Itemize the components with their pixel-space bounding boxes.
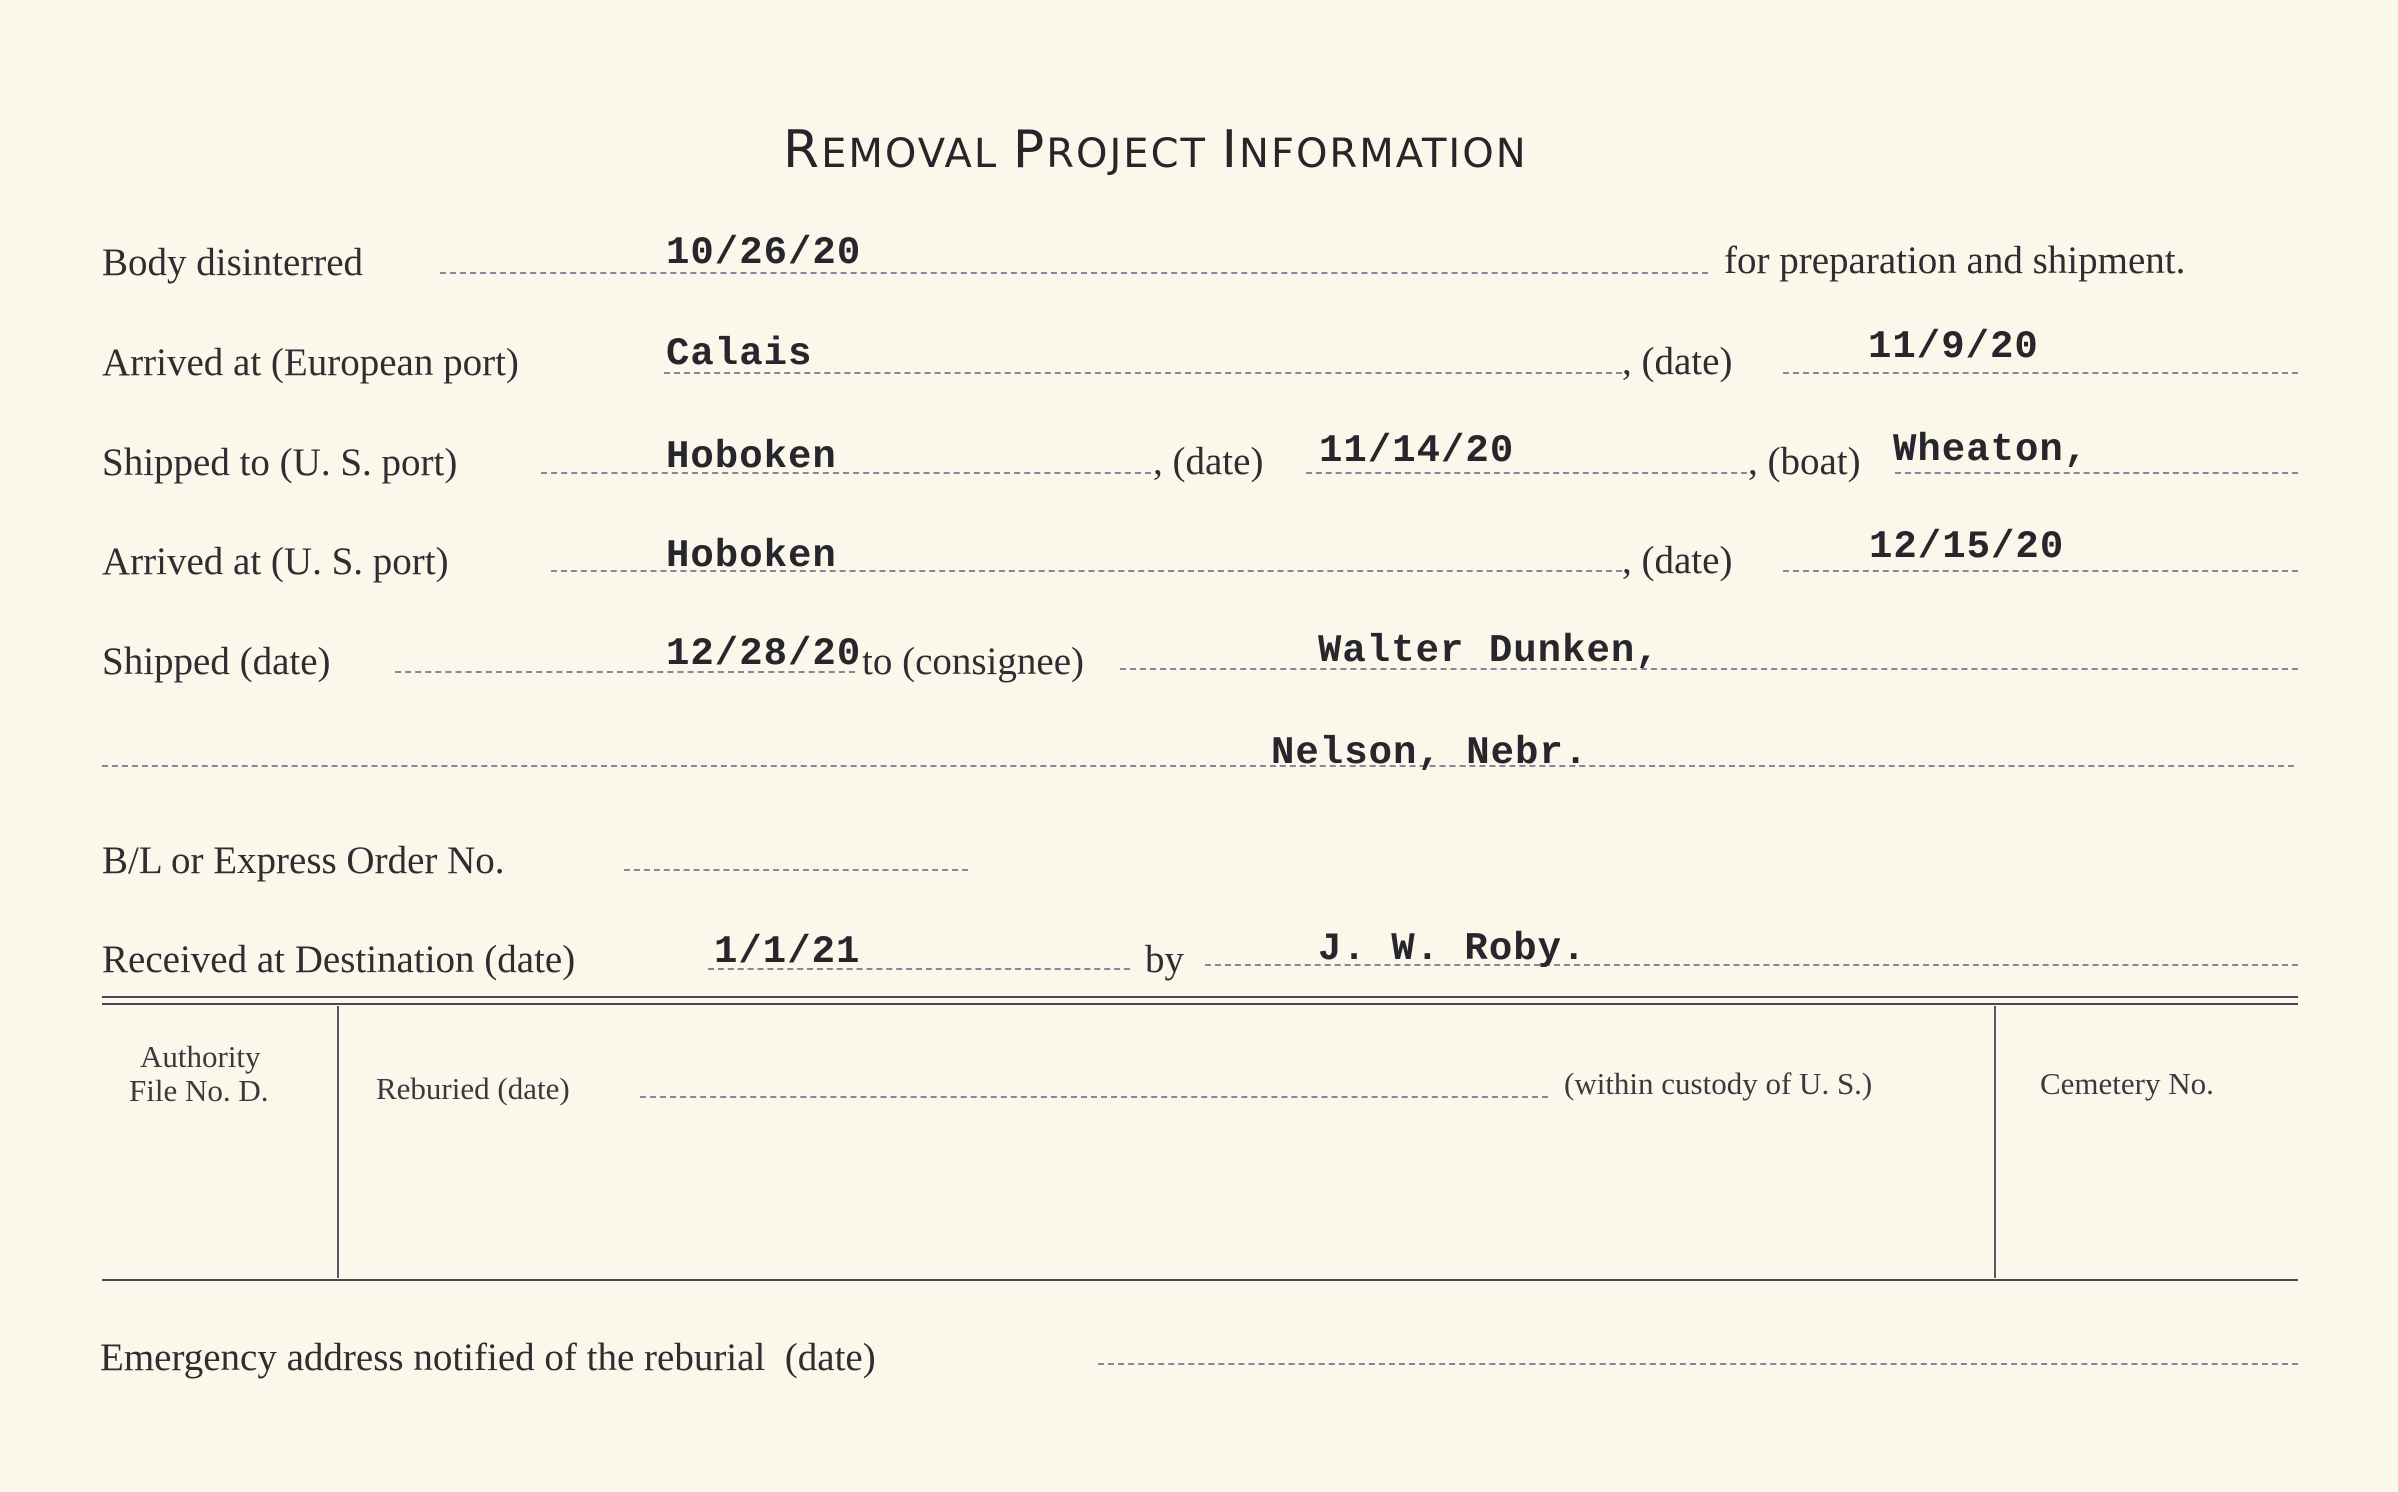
authority-label-line2: File No. D. [129, 1073, 269, 1108]
received-date-label: Received at Destination (date) [102, 938, 576, 981]
to-consignee-label: to (consignee) [862, 640, 1085, 683]
arrived-us-port-label: Arrived at (U. S. port) [102, 540, 449, 583]
shipped-to-us-port-value: Hoboken [666, 435, 837, 479]
arrived-european-port-label: Arrived at (European port) [102, 341, 519, 384]
arrived-european-date-line [1783, 372, 2298, 374]
consignee-address-line [102, 765, 2294, 767]
shipped-to-us-boat-value: Wheaton, [1893, 428, 2089, 472]
emergency-address-label: Emergency address notified of the reburial (date) [100, 1336, 876, 1379]
shipped-to-us-boat-label: , (boat) [1748, 440, 1861, 483]
received-by-label: by [1145, 938, 1184, 981]
shipped-to-us-boat-line [1895, 472, 2298, 474]
arrived-us-date-value: 12/15/20 [1869, 525, 2065, 569]
received-date-value: 1/1/21 [714, 930, 861, 974]
box-top-rule-2 [102, 1003, 2298, 1005]
emergency-address-line [1098, 1363, 2298, 1365]
custody-label: (within custody of U. S.) [1564, 1066, 1873, 1101]
body-disinterred-date: 10/26/20 [666, 231, 862, 275]
shipped-to-us-date-value: 11/14/20 [1319, 429, 1515, 473]
card-title-text: REMOVAL PROJECT INFORMATION [783, 120, 1528, 180]
reburied-date-line [640, 1096, 1548, 1098]
cemetery-number-label: Cemetery No. [2040, 1066, 2214, 1101]
arrived-european-date-label: , (date) [1622, 340, 1733, 383]
consignee-address-value: Nelson, Nebr. [1271, 731, 1589, 775]
card-title [783, 120, 1528, 180]
body-disinterred-suffix: for preparation and shipment. [1724, 239, 2186, 282]
arrived-european-date-value: 11/9/20 [1868, 325, 2039, 369]
arrived-us-date-label: , (date) [1622, 539, 1733, 582]
body-disinterred-label: Body disinterred [102, 241, 364, 284]
bl-order-line [624, 869, 968, 871]
arrived-us-port-value: Hoboken [666, 534, 837, 578]
bl-order-label: B/L or Express Order No. [102, 839, 505, 882]
reburied-date-label: Reburied (date) [376, 1071, 570, 1106]
box-top-rule-1 [102, 996, 2298, 998]
shipped-date-label: Shipped (date) [102, 640, 331, 683]
box-divider-right [1994, 1006, 1996, 1278]
authority-label-line1: Authority [140, 1039, 261, 1074]
received-by-value: J. W. Roby. [1318, 927, 1587, 971]
box-bottom-rule [102, 1279, 2298, 1281]
consignee-value: Walter Dunken, [1318, 629, 1660, 673]
body-disinterred-line [440, 272, 1708, 274]
shipped-to-us-date-label: , (date) [1153, 440, 1264, 483]
consignee-line [1120, 668, 2298, 670]
arrived-us-date-line [1783, 570, 2298, 572]
arrived-european-port-value: Calais [666, 332, 813, 376]
shipped-to-us-port-line [541, 472, 1151, 474]
shipped-date-value: 12/28/20 [666, 632, 862, 676]
shipped-to-us-port-label: Shipped to (U. S. port) [102, 441, 458, 484]
box-divider-left [337, 1006, 339, 1278]
